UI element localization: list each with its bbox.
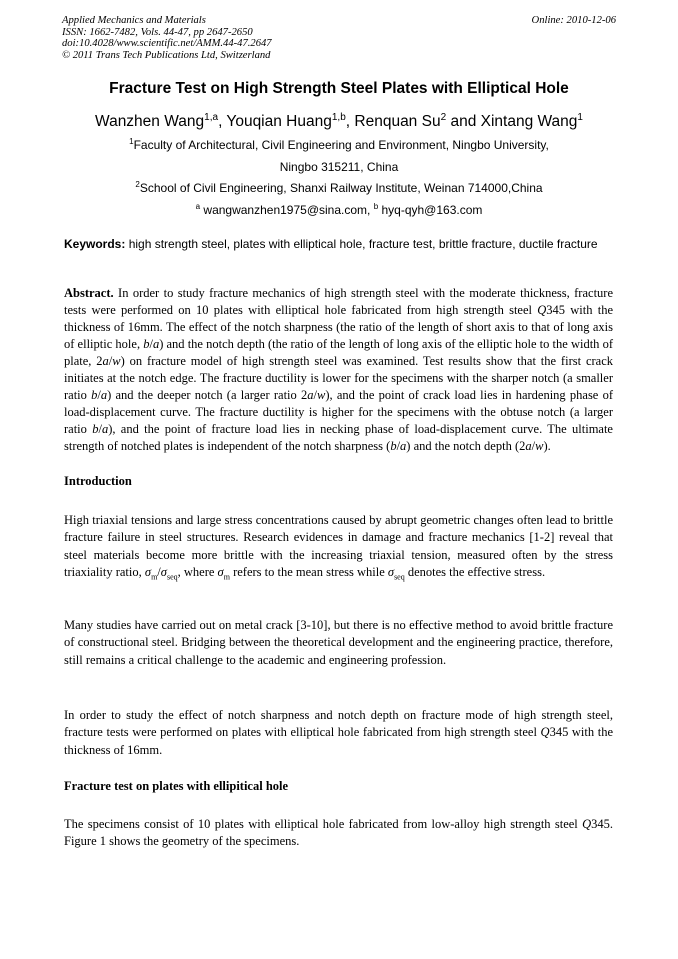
affil-text: School of Civil Engineering, Shanxi Railway Institute, Weinan 714000,China — [139, 181, 543, 195]
math: Q — [537, 303, 547, 317]
math: seq — [166, 572, 178, 582]
math: / — [157, 564, 161, 579]
author-affil-mark: 1,b — [331, 112, 346, 123]
doi-line: doi:10.4028/www.scientific.net/AMM.44-47.2647 — [62, 38, 272, 49]
keywords-label: Keywords: — [64, 237, 126, 251]
abstract-text: ), and the point of fracture load lies in necking phase of load-displacement curve. The ultimate strength of notched plates is independent of the notch sharpness ( — [64, 422, 613, 453]
math: σ — [387, 564, 395, 579]
math: σ — [217, 564, 224, 579]
body-text: denotes the effective stress. — [404, 564, 546, 579]
section2-paragraph-1 — [64, 816, 613, 851]
author-affil-mark: 1,a — [204, 112, 219, 123]
math: / — [396, 439, 401, 453]
math: a — [100, 388, 108, 402]
intro-paragraph-3 — [64, 707, 613, 759]
email-mark: b — [373, 202, 379, 211]
math: / — [313, 388, 317, 402]
issn-line: ISSN: 1662-7482, Vols. 44-47, pp 2647-2650 — [62, 26, 253, 38]
abstract-text: ) and the notch depth (2 — [406, 439, 526, 453]
affil-mark: 1 — [129, 137, 134, 146]
email-a: wangwanzhen1975@sina.com, — [200, 203, 374, 217]
math: Q — [582, 817, 592, 831]
math: a — [400, 439, 407, 453]
keywords — [64, 236, 613, 252]
author-list — [30, 112, 648, 131]
body-text: refers to the mean stress while — [229, 564, 388, 579]
math: / — [98, 422, 102, 436]
paper-title: Fracture Test on High Strength Steel Plates with Elliptical Hole — [109, 80, 569, 97]
math: σ — [144, 564, 152, 579]
author-affil-mark: 2 — [440, 112, 447, 123]
math: / — [531, 439, 536, 453]
math: a — [152, 337, 160, 351]
body-text: The specimens consist of 10 plates with elliptical hole fabricated from low-alloy high strength steel — [64, 817, 583, 831]
email-line — [30, 202, 648, 217]
math: a — [101, 422, 109, 436]
email-b: hyq-qyh@163.com — [378, 203, 483, 217]
author-name: Youqian Huang — [226, 113, 332, 131]
math: b — [91, 388, 98, 402]
affiliation-1-cont: Ningbo 315211, China — [279, 160, 399, 174]
online-date: Online: 2010-12-06 — [531, 15, 616, 26]
keywords-text: high strength steel, plates with elliptical hole, fracture test, brittle fracture, ductile fracture — [125, 237, 598, 251]
math: b — [390, 439, 397, 453]
author-name: Renquan Su — [354, 113, 441, 131]
copyright-line: © 2011 Trans Tech Publications Ltd, Switzerland — [62, 49, 271, 61]
journal-header — [62, 15, 616, 61]
math: / — [108, 354, 113, 368]
math: / — [149, 337, 153, 351]
author-affil-mark: 1 — [577, 112, 583, 123]
abstract-text: ) and the notch depth (the ratio of the length of long axis of the elliptic hole to the width of plate, 2 — [64, 337, 613, 368]
math: m — [151, 572, 158, 582]
abstract-text: ), and the point of crack load lies in hardening phase of load-displacement curve. The fracture ductility is higher for the specimens with the obtuse notch (a larger ratio — [64, 388, 613, 436]
body-text: 345 with the thickness of 16mm. — [64, 725, 613, 757]
abstract-text: In order to study fracture mechanics of high strength steel with the moderate thickness, fracture tests were performed on 10 plates with elliptical hole fabricated from high strength steel — [64, 286, 613, 317]
math: σ — [160, 564, 167, 579]
math: / — [97, 388, 101, 402]
math: m — [223, 572, 230, 582]
body-text: , where — [177, 564, 218, 579]
abstract-label: Abstract. — [64, 286, 114, 300]
math: w — [316, 388, 326, 402]
intro-paragraph-2: Many studies have carried out on metal crack [3-10], but there is no effective method to avoid brittle fracture of constructional steel. Bridging between the theoretical development and the engineering practice, therefore, still remains a critical challenge to the academic and engineering profession. — [64, 618, 613, 667]
section-heading-fracture-test: Fracture test on plates with ellipitical hole — [64, 779, 289, 793]
affil-text: Faculty of Architectural, Civil Engineering and Environment, Ningbo University, — [133, 138, 549, 152]
intro-paragraph-1 — [64, 512, 613, 586]
affil-mark: 2 — [135, 180, 140, 189]
author-separator: , — [345, 113, 355, 131]
math: w — [112, 354, 121, 368]
affiliation-1 — [30, 137, 648, 152]
math: a — [102, 354, 109, 368]
journal-name: Applied Mechanics and Materials — [62, 15, 206, 26]
body-text: In order to study the effect of notch sharpness and notch depth on fracture mode of high strength steel, fracture tests were performed on plates with elliptical hole fabricated from high strength steel — [64, 708, 613, 740]
abstract-text: ). — [543, 439, 551, 453]
email-mark: a — [195, 202, 201, 211]
author-separator: and — [446, 113, 481, 131]
abstract-text: 345 with the thickness of 16mm. The effect of the notch sharpness (the ratio of the length of short axis to that of long axis of elliptic hole, — [64, 303, 613, 351]
math: seq — [394, 572, 405, 582]
author-name: Xintang Wang — [480, 113, 578, 131]
abstract-text: ) on fracture model of high strength steel was examined. Test results show that the first crack initiates at the notch edge. The fracture ductility is lower for the specimens with the sharper notch (a smaller ratio — [64, 354, 613, 402]
body-text: High triaxial tensions and large stress concentrations caused by abrupt geometric changes often lead to brittle fracture failure in steel structures. Research evidences in damage and fracture mechanics [1-2] reveal that steel materials become more brittle with the increasing triaxial tension, measured often by the stress triaxiality ratio, — [64, 513, 613, 579]
abstract — [64, 285, 613, 455]
body-text: 345. Figure 1 shows the geometry of the specimens. — [64, 817, 613, 849]
math: Q — [540, 725, 550, 740]
abstract-text: ) and the deeper notch (a larger ratio 2 — [107, 388, 308, 402]
author-name: Wanzhen Wang — [95, 113, 205, 131]
affiliation-2 — [30, 180, 648, 195]
author-separator: , — [218, 113, 227, 131]
math: a — [525, 439, 532, 453]
math: a — [307, 388, 314, 402]
math: b — [92, 422, 99, 436]
section-heading-introduction: Introduction — [64, 474, 132, 488]
math: w — [535, 439, 544, 453]
math: b — [143, 337, 150, 351]
